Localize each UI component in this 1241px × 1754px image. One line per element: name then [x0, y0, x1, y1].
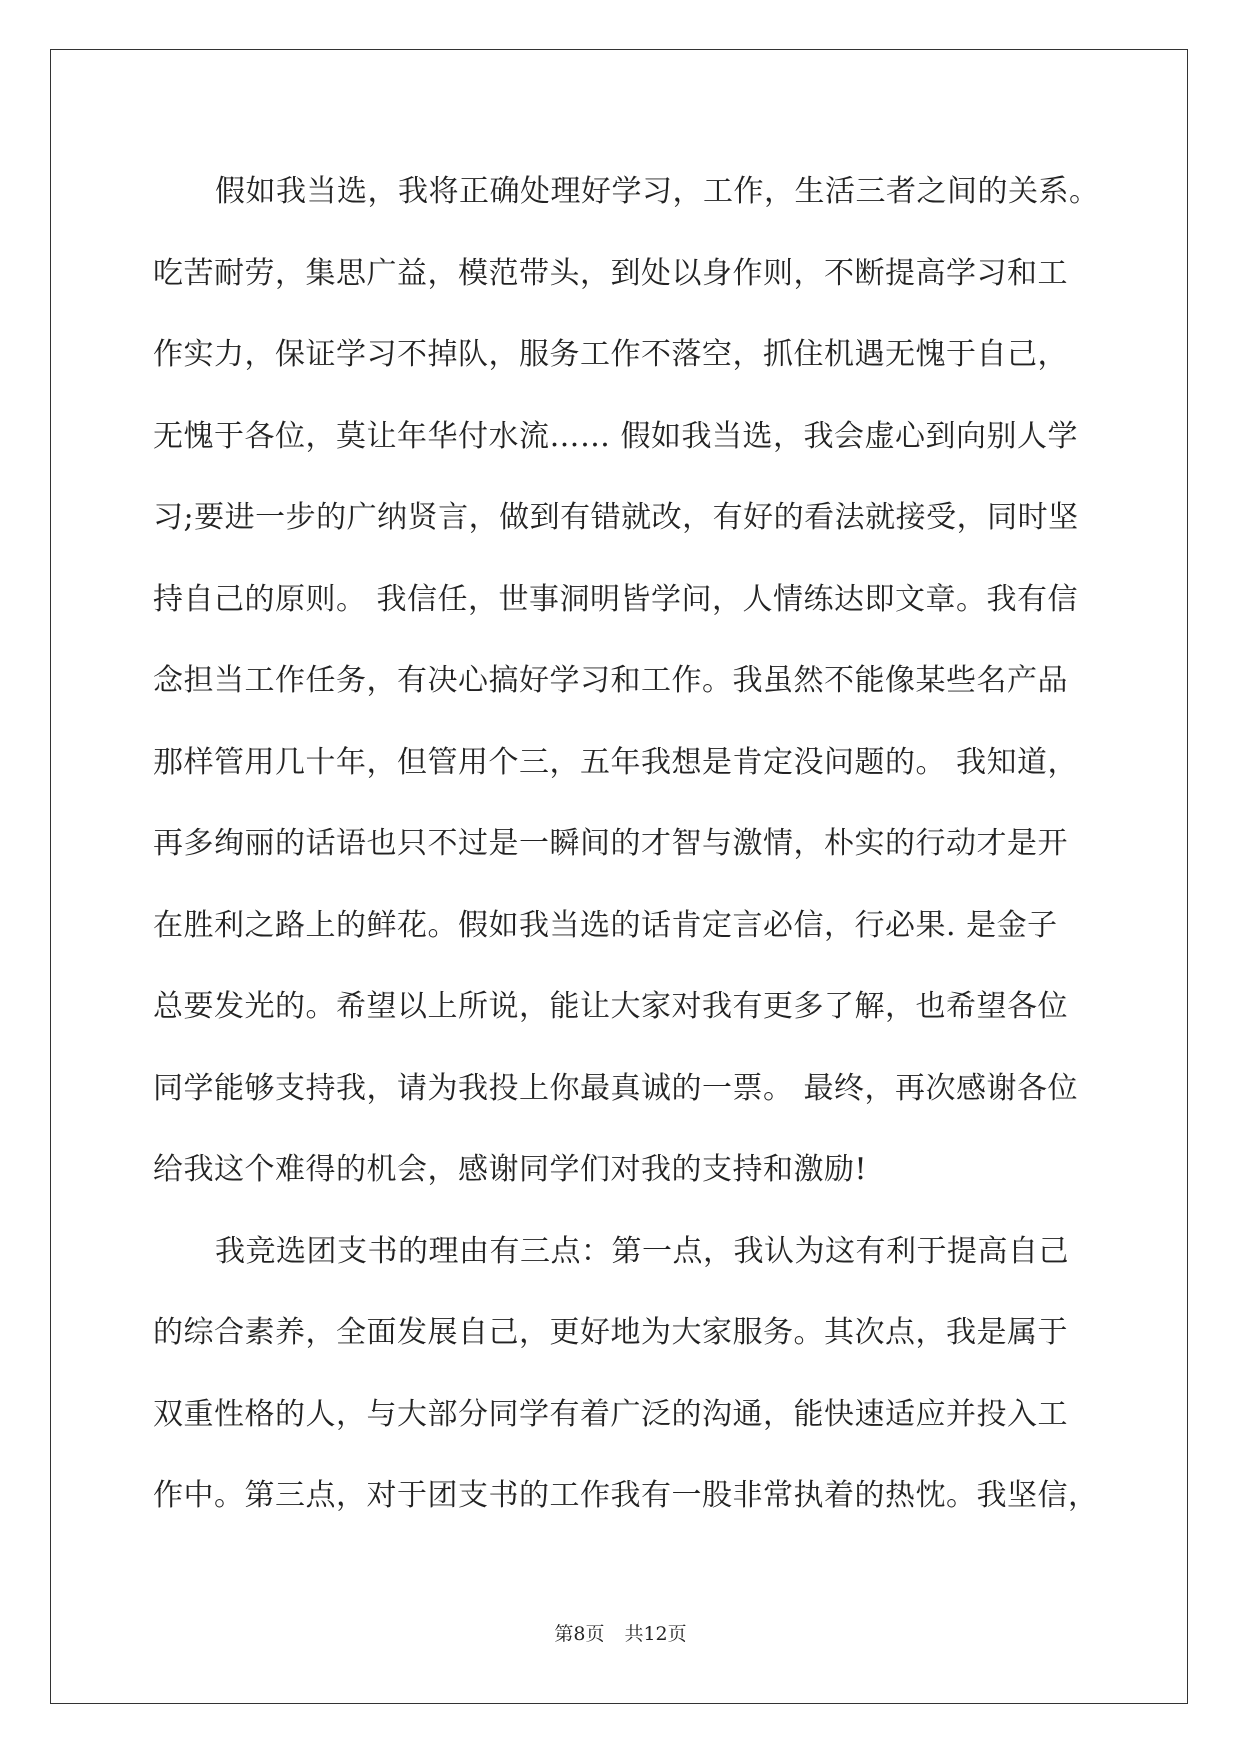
text-line: 总要发光的。希望以上所说，能让大家对我有更多了解，也希望各位: [153, 989, 1068, 1024]
text-line: 在胜利之路上的鲜花。假如我当选的话肯定言必信，行必果. 是金子: [153, 907, 1058, 943]
text-line: 念担当工作任务，有决心搞好学习和工作。我虽然不能像某些名产品: [153, 663, 1068, 698]
text-line: 同学能够支持我，请为我投上你最真诚的一票。 最终，再次感谢各位: [153, 1070, 1079, 1106]
document-body: [153, 151, 1099, 1537]
text-line: 持自己的原则。 我信任，世事洞明皆学问，人情练达即文章。我有信: [153, 581, 1079, 617]
text-line: 我竞选团支书的理由有三点：第一点，我认为这有利于提高自己: [215, 1233, 1069, 1269]
text-line: 双重性格的人，与大部分同学有着广泛的沟通，能快速适应并投入工: [153, 1396, 1068, 1432]
text-line: 作实力，保证学习不掉队，服务工作不落空，抓住机遇无愧于自己，: [153, 337, 1068, 372]
text-line: 假如我当选，我将正确处理好学习，工作，生活三者之间的关系。: [215, 174, 1100, 209]
text-line: 吃苦耐劳，集思广益，模范带头，到处以身作则，不断提高学习和工: [153, 255, 1068, 291]
page-footer: [0, 1619, 1241, 1646]
text-line: 再多绚丽的话语也只不过是一瞬间的才智与激情，朴实的行动才是开: [153, 826, 1068, 861]
text-line: 给我这个难得的机会，感谢同学们对我的支持和激励!: [153, 1152, 868, 1187]
page-total: 共12页: [624, 1623, 687, 1645]
text-line: 作中。第三点，对于团支书的工作我有一股非常执着的热忱。我坚信，: [153, 1478, 1099, 1513]
text-line: 习;要进一步的广纳贤言，做到有错就改，有好的看法就接受，同时坚: [153, 500, 1079, 535]
text-line: 那样管用几十年，但管用个三，五年我想是肯定没问题的。 我知道，: [153, 744, 1079, 780]
page-number: 第8页: [554, 1623, 605, 1645]
text-line: 的综合素养，全面发展自己，更好地为大家服务。其次点，我是属于: [153, 1315, 1068, 1350]
text-line: 无愧于各位，莫让年华付水流…… 假如我当选，我会虚心到向别人学: [153, 418, 1079, 454]
